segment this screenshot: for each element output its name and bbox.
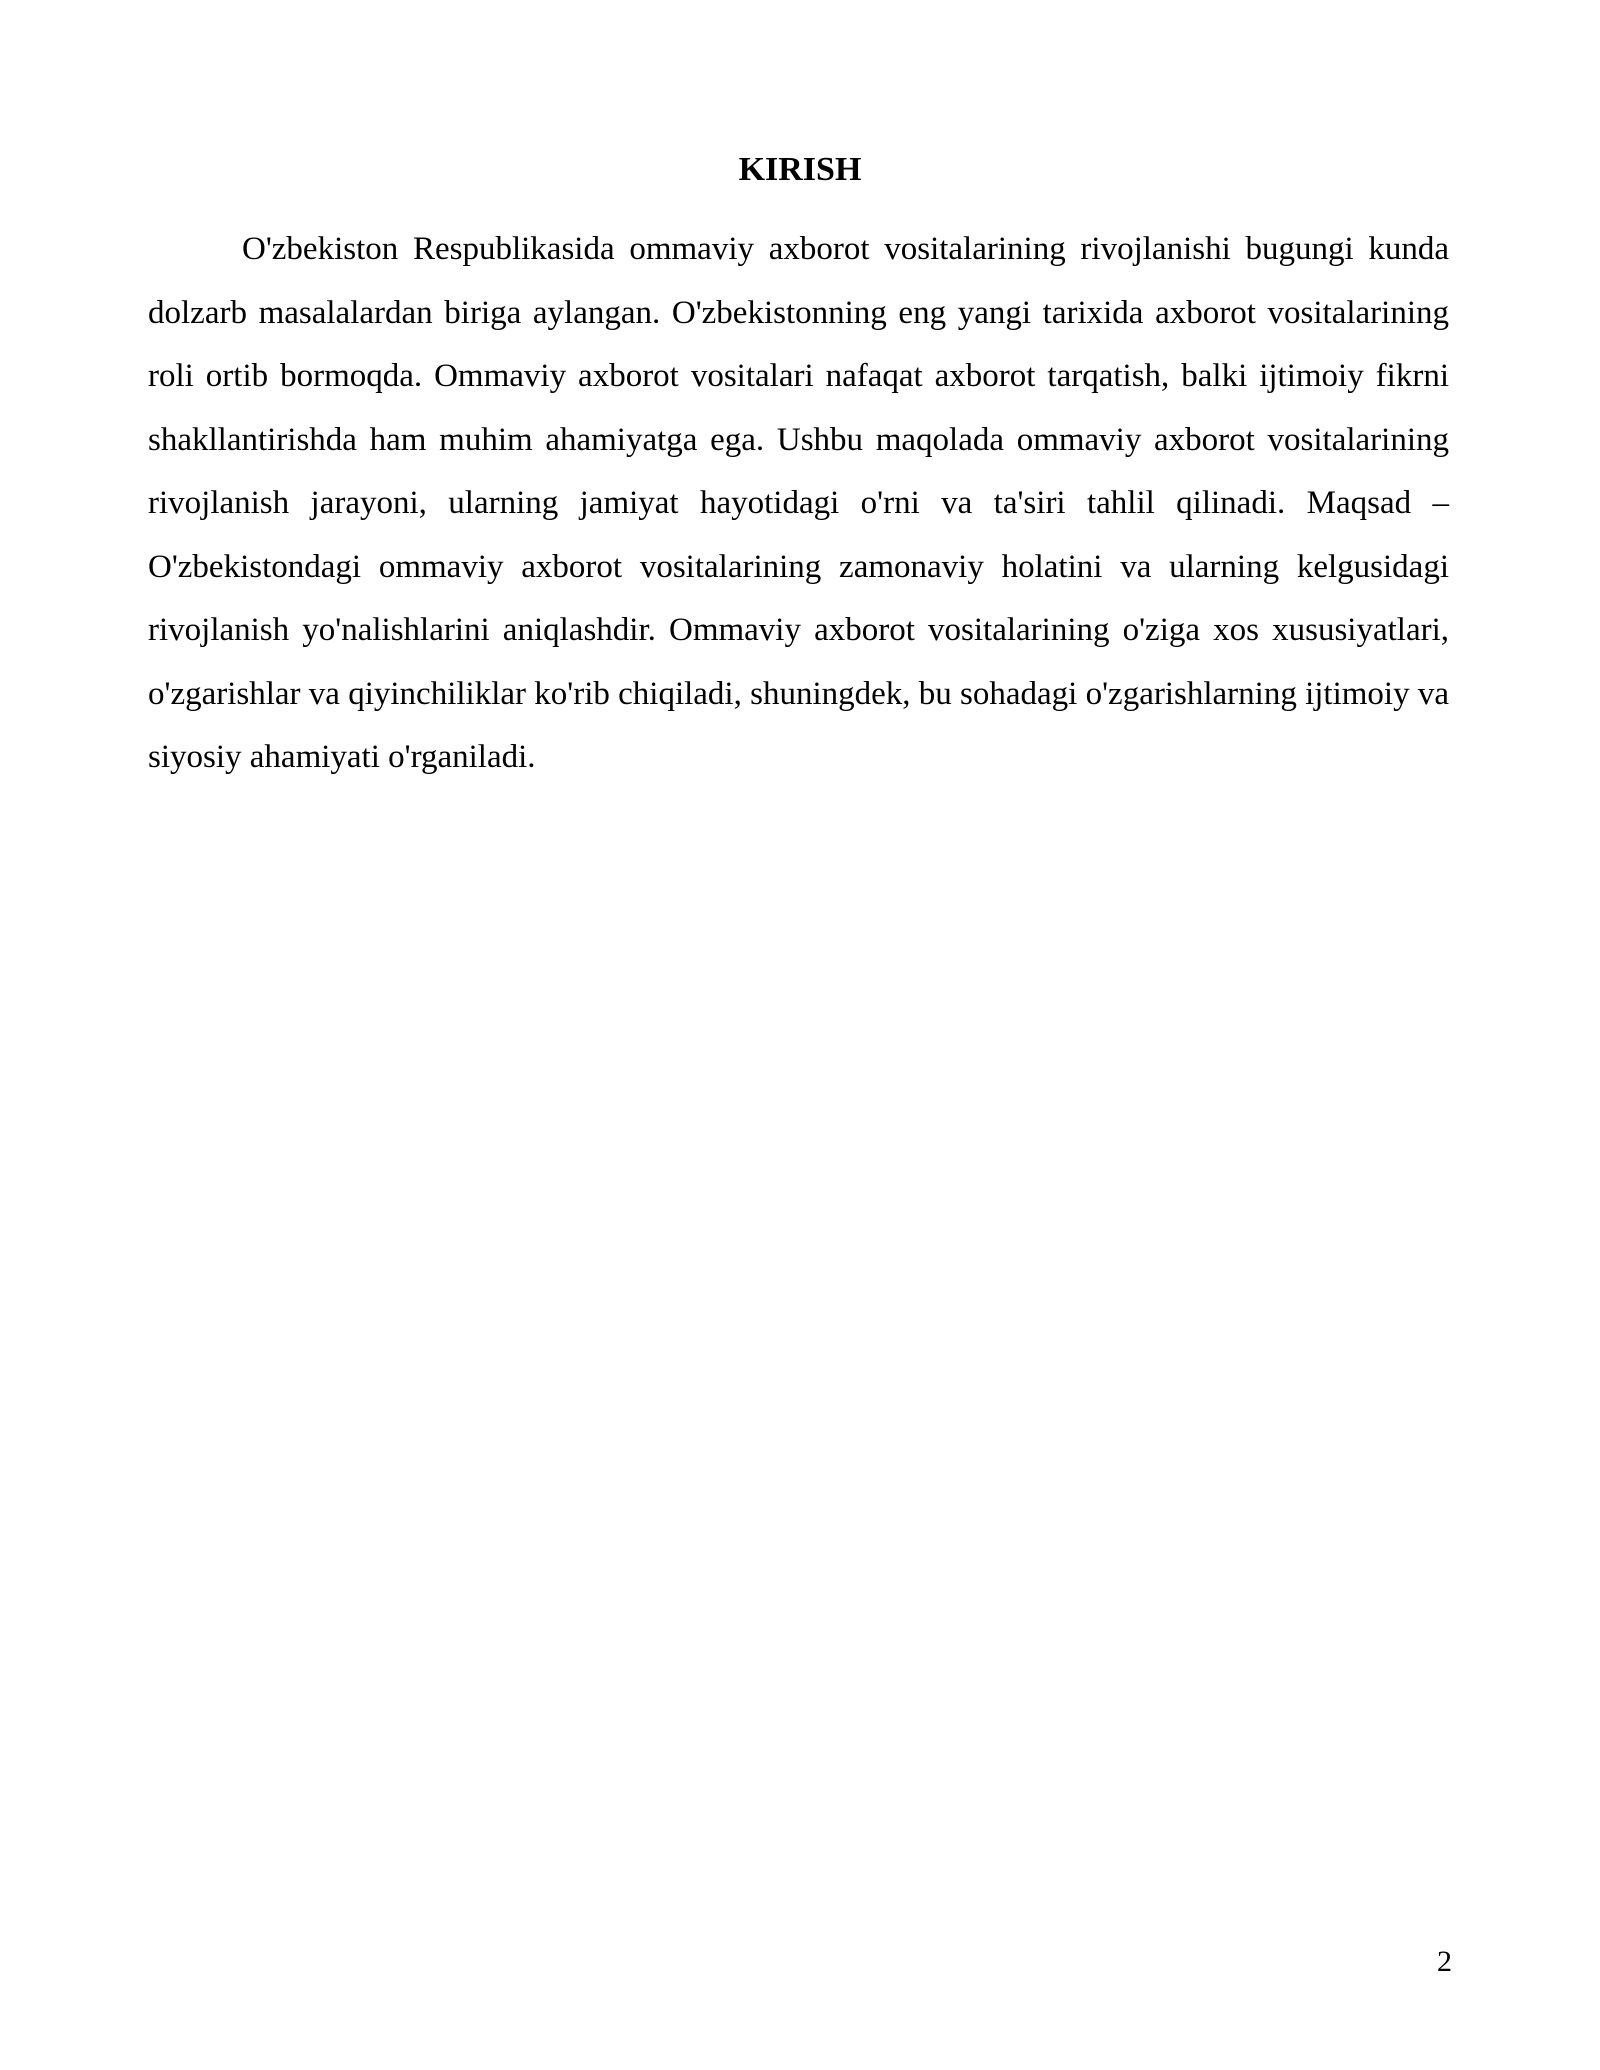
page-number: 2 [1437,1945,1452,1978]
body-paragraph: O'zbekiston Respublikasida ommaviy axborot vositalarining rivojlanishi bugungi kunda dolzarb masalalardan biriga aylangan. O'zbekistonning eng yangi tarixida axborot vositalarining roli ortib bormoqda. Ommaviy axborot vositalari nafaqat axborot tarqatish, balki ijtimoiy fikrni shakllantirishda ham muhim ahamiyatga ega. Ushbu maqolada ommaviy axborot vositalarining rivojlanish jarayoni, ularning jamiyat hayotidagi o'rni va ta'siri tahlil qilinadi. Maqsad – O'zbekistondagi ommaviy axborot vositalarining zamonaviy holatini va ularning kelgusidagi rivojlanish yo'nalishlarini aniqlashdir. Ommaviy axborot vositalarining o'ziga xos xususiyatlari, o'zgarishlar va qiyinchiliklar ko'rib chiqiladi, shuningdek, bu sohadagi o'zgarishlarning ijtimoiy va siyosiy ahamiyati o'rganiladi. [148,231,1449,775]
section-heading: KIRISH [738,151,862,188]
